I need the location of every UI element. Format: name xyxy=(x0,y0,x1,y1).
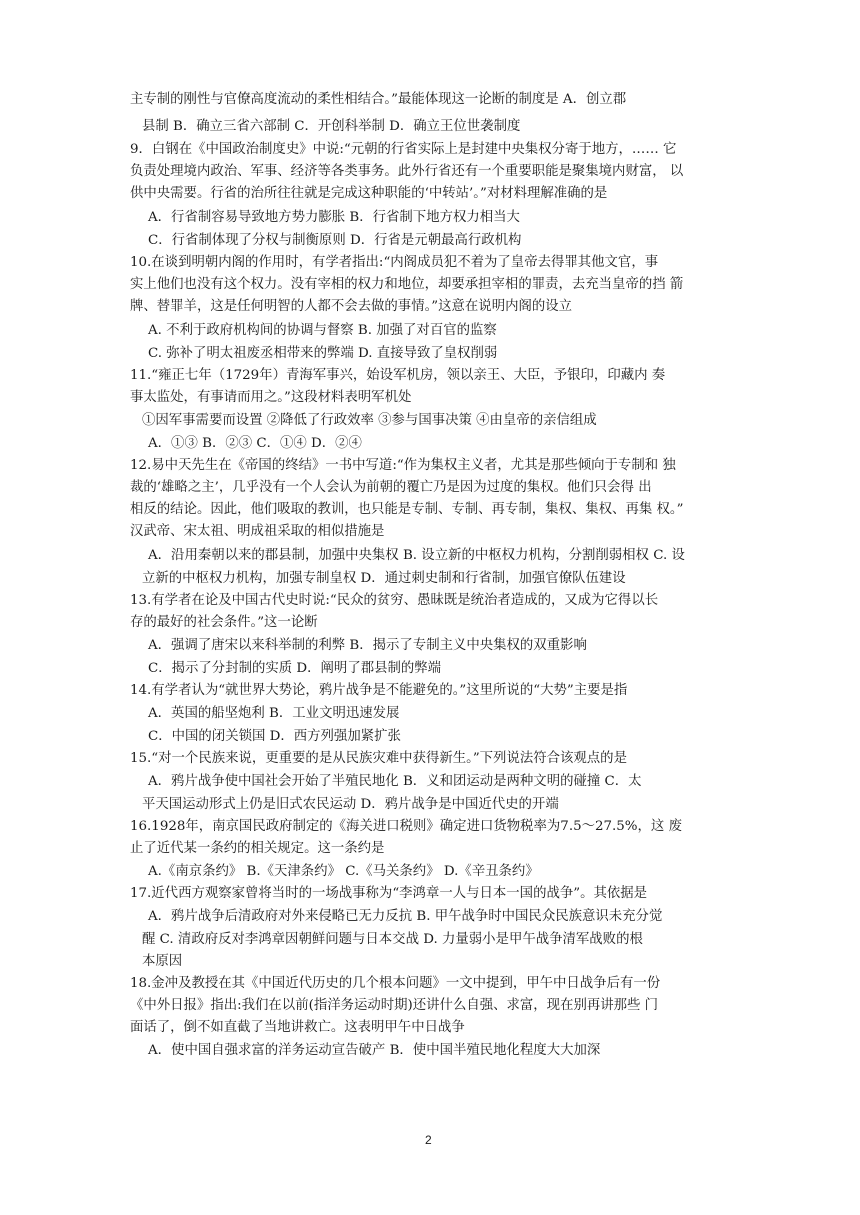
text-line: 县制 B．确立三省六部制 C．开创科举制 D．确立王位世袭制度 xyxy=(142,119,521,134)
text-line: A. 不利于政府机构间的协调与督察 B. 加强了对百官的监察 xyxy=(148,323,497,338)
text-line: 15.“对一个民族来说，更重要的是从民族灾难中获得新生。”下列说法符合该观点的是 xyxy=(130,751,627,766)
text-line: 负责处理境内政治、军事、经济等各类事务。此外行省还有一个重要职能是聚集境内财富， 以 xyxy=(130,164,684,179)
text-line: A．①③ B．②③ C．①④ D．②④ xyxy=(148,436,362,451)
text-line: 11.“雍正七年（1729年）青海军事兴，始设军机房，领以亲王、大臣，予银印，印藏内 奏 xyxy=(130,368,666,383)
text-line: 醒 C. 清政府反对李鸿章因朝鲜问题与日本交战 D. 力量弱小是甲午战争清军战败的根 xyxy=(142,932,643,947)
text-line: 本原因 xyxy=(142,954,183,969)
text-line: 《中外日报》指出:我们在以前(指洋务运动时期)还讲什么自强、求富，现在别再讲那些 门 xyxy=(130,998,659,1013)
text-line: A．沿用秦朝以来的郡县制，加强中央集权 B. 设立新的中枢权力机构，分割削弱相权 C. 设 xyxy=(148,548,685,563)
text-line: 汉武帝、宋太祖、明成祖采取的相似措施是 xyxy=(130,524,385,539)
text-line: A．英国的船坚炮利 B．工业文明迅速发展 xyxy=(148,706,400,721)
text-line: 立新的中枢权力机构，加强专制皇权 D．通过刺史制和行省制，加强官僚队伍建设 xyxy=(142,571,626,586)
text-line: C．揭示了分封制的实质 D．阐明了郡县制的弊端 xyxy=(148,661,442,676)
text-line: 9．白钢在《中国政治制度史》中说:“元朝的行省实际上是封建中央集权分寄于地方，…… 它 xyxy=(130,142,677,157)
text-line: 14.有学者认为“就世界大势论，鸦片战争是不能避免的。”这里所说的“大势”主要是指 xyxy=(130,683,628,698)
text-line: A.《南京条约》 B.《天津条约》 C.《马关条约》 D.《辛丑条约》 xyxy=(148,864,539,879)
text-line: 17.近代西方观察家曾将当时的一场战事称为“李鸿章一人与日本一国的战争”。其依据是 xyxy=(130,886,648,901)
text-line: C. 弥补了明太祖废丞相带来的弊端 D. 直接导致了皇权削弱 xyxy=(148,346,498,361)
text-line: ①因军事需要而设置 ②降低了行政效率 ③参与国事决策 ④由皇帝的亲信组成 xyxy=(142,413,597,428)
text-line: 实上他们也没有这个权力。没有宰相的权力和地位，却要承担宰相的罪责，去充当皇帝的挡 箭 xyxy=(130,277,684,292)
text-line: 相反的结论。因此，他们吸取的教训，也只能是专制、专制、再专制，集权、集权、再集 权。” xyxy=(130,502,684,517)
text-line: 供中央需要。行省的治所往往就是完成这种职能的‘中转站’。”对材料理解准确的是 xyxy=(130,186,608,201)
text-line: A．行省制容易导致地方势力膨胀 B．行省制下地方权力相当大 xyxy=(148,210,520,225)
text-line: 牌、替罪羊，这是任何明智的人都不会去做的事情。”这意在说明内阁的设立 xyxy=(130,299,573,314)
text-line: 12.易中天先生在《帝国的终结》一书中写道:“作为集权主义者，尤其是那些倾向于专制和 独 xyxy=(130,458,676,473)
text-line: 16.1928年，南京国民政府制定的《海关进口税则》确定进口货物税率为7.5～27.5%，这 废 xyxy=(130,819,682,834)
text-line: A．使中国自强求富的洋务运动宣告破产 B．使中国半殖民地化程度大大加深 xyxy=(148,1043,601,1058)
page-number: 2 xyxy=(425,1133,432,1147)
text-line: C．行省制体现了分权与制衡原则 D．行省是元朝最高行政机构 xyxy=(148,233,522,248)
text-line: A．鸦片战争后清政府对外来侵略已无力反抗 B. 甲午战争时中国民众民族意识未充分觉 xyxy=(148,909,663,924)
text-line: A．鸦片战争使中国社会开始了半殖民地化 B．义和团运动是两种文明的碰撞 C．太 xyxy=(148,774,642,789)
text-line: A．强调了唐宋以来科举制的利弊 B．揭示了专制主义中央集权的双重影响 xyxy=(148,638,587,653)
text-line: 10.在谈到明朝内阁的作用时，有学者指出:“内阁成员犯不着为了皇帝去得罪其他文官，事 xyxy=(130,255,659,270)
text-line: 18.金冲及教授在其《中国近代历史的几个根本问题》一文中提到，甲午中日战争后有一份 xyxy=(130,976,661,991)
text-line: 面话了，倒不如直截了当地讲救亡。这表明甲午中日战争 xyxy=(130,1020,465,1035)
text-line: 主专制的刚性与官僚高度流动的柔性相结合。”最能体现这一论断的制度是 A．创立郡 xyxy=(130,92,627,107)
text-line: C．中国的闭关锁国 D．西方列强加紧扩张 xyxy=(148,729,401,744)
text-line: 裁的‘雄略之主’，几乎没有一个人会认为前朝的覆亡乃是因为过度的集权。他们只会得 出 xyxy=(130,480,652,495)
text-line: 平天国运动形式上仍是旧式农民运动 D．鸦片战争是中国近代史的开端 xyxy=(142,797,559,812)
text-line: 事太监处，有事请而用之。”这段材料表明军机处 xyxy=(130,390,412,405)
text-line: 止了近代某一条约的相关规定。这一条约是 xyxy=(130,841,385,856)
text-line: 存的最好的社会条件。”这一论断 xyxy=(130,615,318,630)
text-line: 13.有学者在论及中国古代史时说:“民众的贫穷、愚昧既是统治者造成的，又成为它得以长 xyxy=(130,593,659,608)
